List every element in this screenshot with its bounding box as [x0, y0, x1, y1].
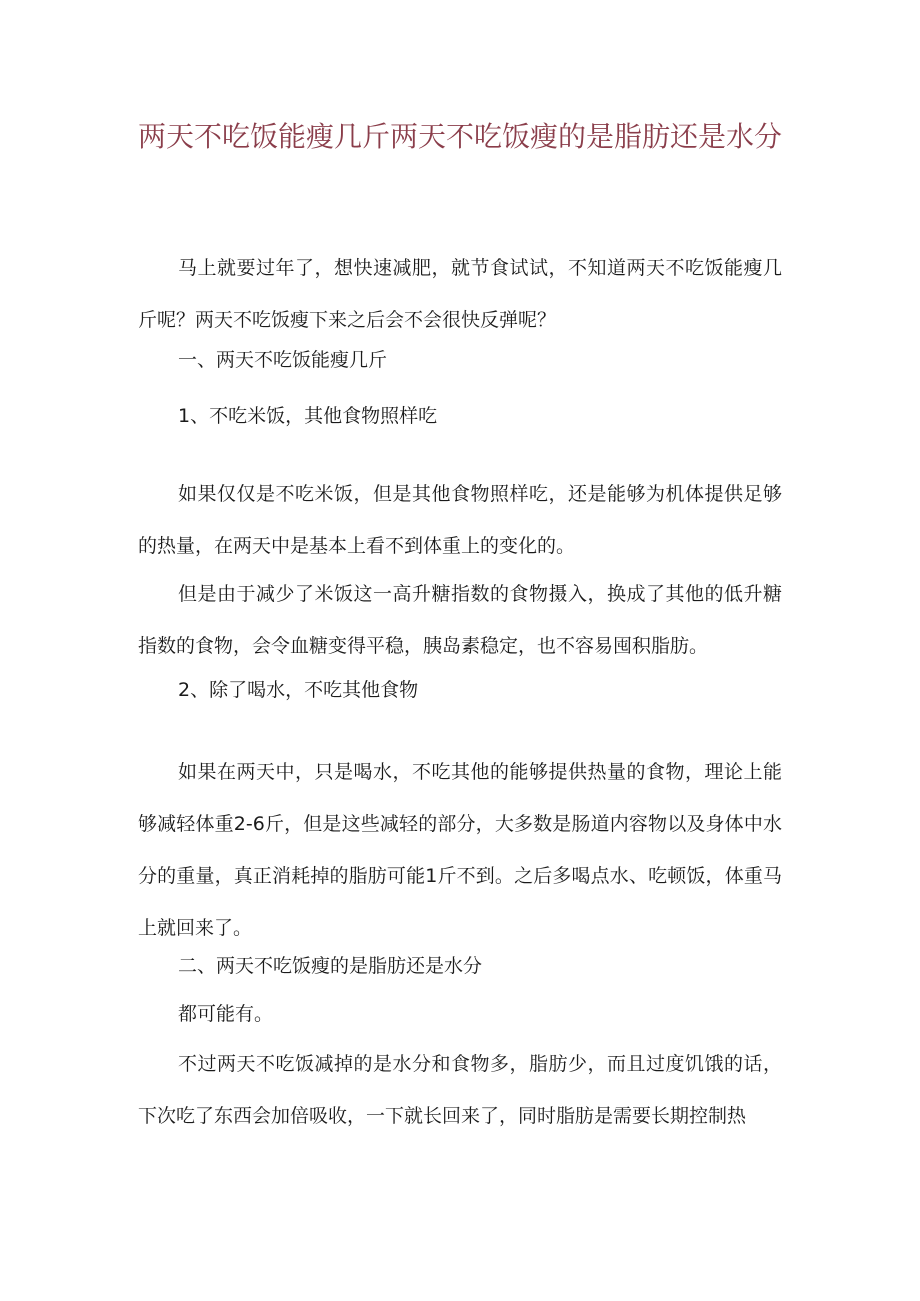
intro-paragraph: 马上就要过年了，想快速减肥，就节食试试，不知道两天不吃饭能瘦几斤呢？两天不吃饭瘦下来之后会不会很快反弹呢？: [138, 257, 782, 331]
sub1-paragraph-2: 但是由于减少了米饭这一高升糖指数的食物摄入，换成了其他的低升糖指数的食物，会令血糖变得平稳，胰岛素稳定，也不容易囤积脂肪。: [138, 583, 782, 657]
sub2-paragraph-1: 如果在两天中，只是喝水，不吃其他的能够提供热量的食物，理论上能够减轻体重2-6斤，但是这些减轻的部分，大多数是肠道内容物以及身体中水分的重量，真正消耗掉的脂肪可能1斤不到。之后多喝点水、吃顿饭，体重马上就回来了。: [138, 761, 782, 939]
sub1-heading: 1、不吃米饭，其他食物照样吃: [178, 405, 438, 427]
sub1-paragraph-1: 如果仅仅是不吃米饭，但是其他食物照样吃，还是能够为机体提供足够的热量，在两天中是基本上看不到体重上的变化的。: [138, 483, 782, 557]
section2-paragraph-2: 不过两天不吃饭减掉的是水分和食物多，脂肪少，而且过度饥饿的话，下次吃了东西会加倍吸收，一下就长回来了，同时脂肪是需要长期控制热: [138, 1053, 782, 1127]
section2-paragraph-1: 都可能有。: [178, 1003, 274, 1025]
sub2-heading: 2、除了喝水，不吃其他食物: [178, 679, 419, 701]
section2-heading: 二、两天不吃饭瘦的是脂肪还是水分: [178, 955, 483, 977]
document-title: 两天不吃饭能瘦几斤两天不吃饭瘦的是脂肪还是水分: [138, 120, 783, 153]
section1-heading: 一、两天不吃饭能瘦几斤: [178, 349, 388, 371]
